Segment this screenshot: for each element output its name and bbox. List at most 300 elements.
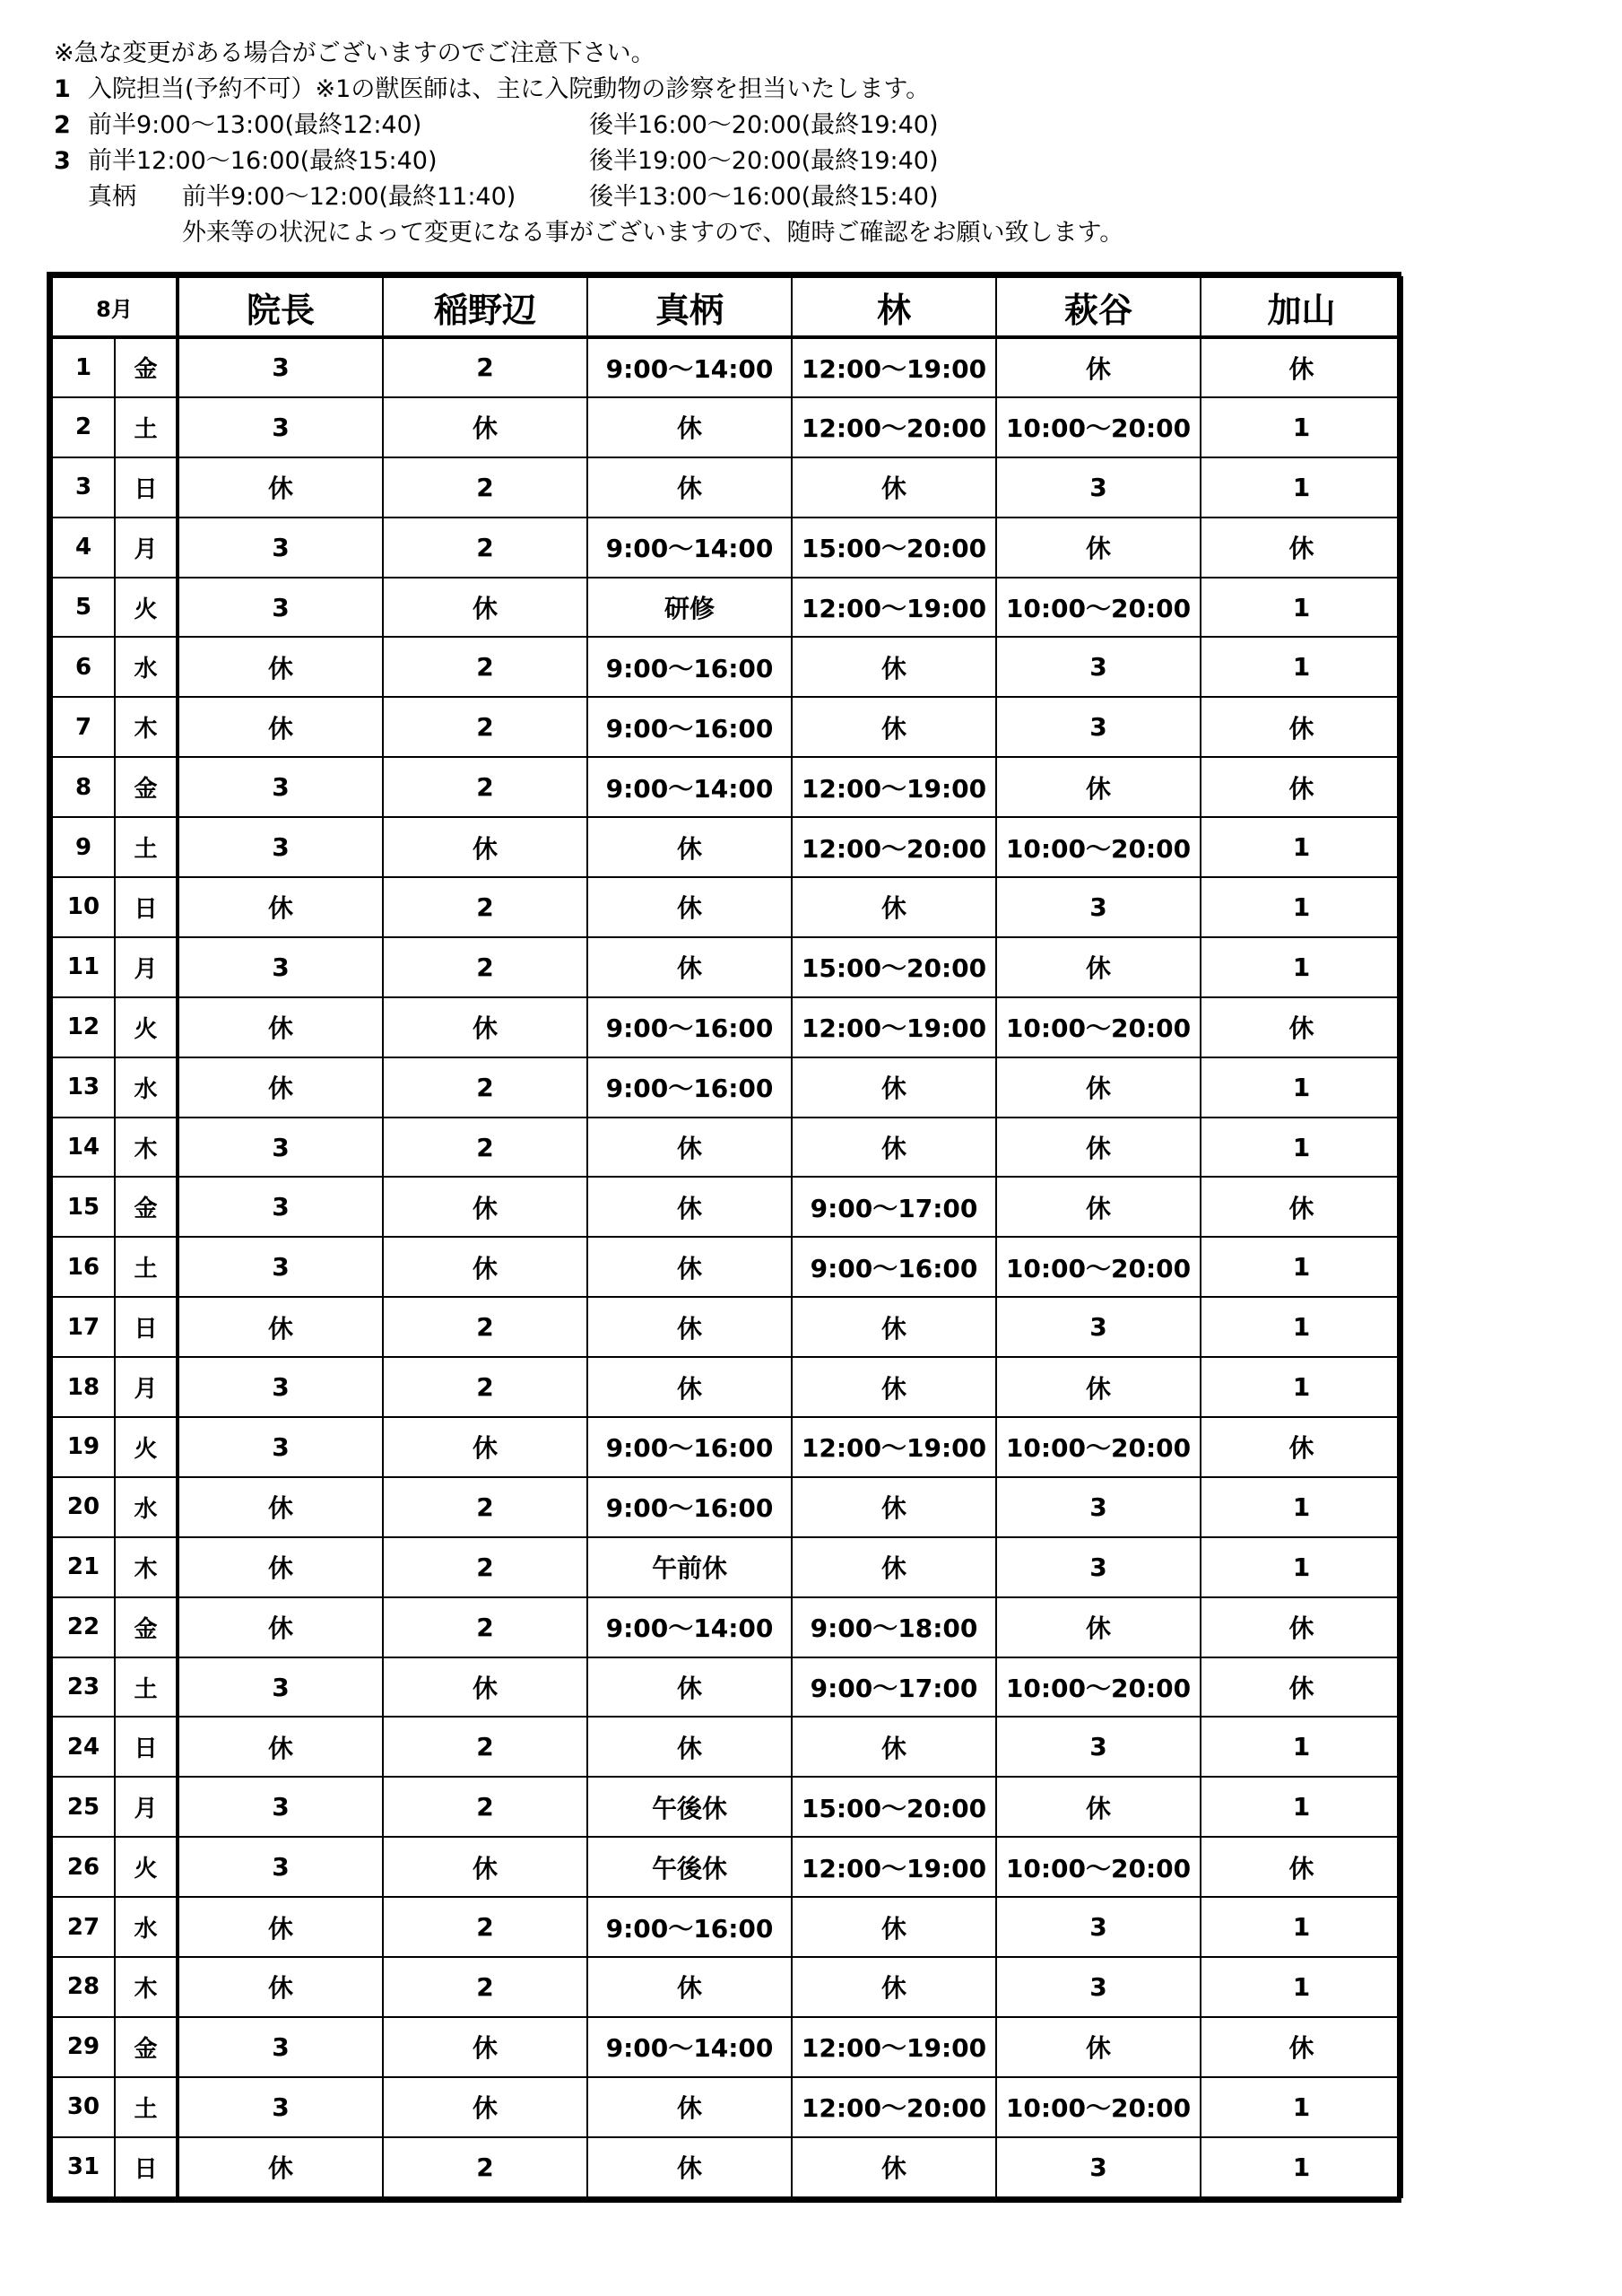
schedule-cell: 休 xyxy=(383,1657,587,1718)
schedule-cell: 12:00～20:00 xyxy=(792,2077,996,2137)
weekday-cell: 木 xyxy=(115,697,178,757)
schedule-cell: 1 xyxy=(1201,397,1402,457)
day-number-cell: 17 xyxy=(52,1297,115,1357)
schedule-cell: 休 xyxy=(383,1417,587,1477)
schedule-cell: 3 xyxy=(178,1177,383,1237)
schedule-cell: 3 xyxy=(178,1657,383,1718)
schedule-cell: 2 xyxy=(383,877,587,937)
schedule-cell: 1 xyxy=(1201,637,1402,697)
table-row xyxy=(52,1477,1402,1537)
schedule-cell: 休 xyxy=(178,1297,383,1357)
schedule-cell: 休 xyxy=(178,2137,383,2197)
schedule-cell: 休 xyxy=(792,457,996,517)
table-row xyxy=(52,697,1402,757)
weekday-cell: 水 xyxy=(115,637,178,697)
schedule-cell: 午前休 xyxy=(587,1537,792,1597)
weekday-cell: 木 xyxy=(115,1957,178,2017)
table-row xyxy=(52,337,1402,397)
month-header: 8月 xyxy=(52,277,178,337)
schedule-cell: 休 xyxy=(1201,337,1402,397)
schedule-cell: 1 xyxy=(1201,1777,1402,1837)
weekday-cell: 木 xyxy=(115,1118,178,1178)
table-row xyxy=(52,1837,1402,1897)
schedule-cell: 休 xyxy=(178,877,383,937)
day-number-cell: 10 xyxy=(52,877,115,937)
schedule-cell: 休 xyxy=(792,697,996,757)
schedule-cell: 休 xyxy=(587,2137,792,2197)
schedule-cell: 2 xyxy=(383,1537,587,1597)
schedule-cell: 休 xyxy=(178,1717,383,1777)
schedule-cell: 9:00～14:00 xyxy=(587,1597,792,1657)
schedule-cell: 休 xyxy=(383,2017,587,2077)
schedule-cell: 9:00～16:00 xyxy=(587,697,792,757)
schedule-cell: 休 xyxy=(178,457,383,517)
schedule-cell: 3 xyxy=(178,817,383,877)
schedule-cell: 1 xyxy=(1201,2137,1402,2197)
day-number-cell: 29 xyxy=(52,2017,115,2077)
schedule-cell: 12:00～19:00 xyxy=(792,578,996,638)
schedule-cell: 1 xyxy=(1201,1357,1402,1417)
schedule-cell: 2 xyxy=(383,517,587,578)
day-number-cell: 28 xyxy=(52,1957,115,2017)
schedule-cell: 9:00～16:00 xyxy=(587,637,792,697)
schedule-cell: 休 xyxy=(1201,1597,1402,1657)
note-line xyxy=(54,36,1399,72)
schedule-cell: 3 xyxy=(996,1717,1201,1777)
schedule-cell: 休 xyxy=(1201,757,1402,817)
schedule-cell: 1 xyxy=(1201,578,1402,638)
schedule-cell: 15:00～20:00 xyxy=(792,1777,996,1837)
table-row xyxy=(52,1777,1402,1837)
table-row xyxy=(52,517,1402,578)
day-number-cell: 11 xyxy=(52,937,115,997)
weekday-cell: 日 xyxy=(115,2137,178,2197)
schedule-cell: 3 xyxy=(178,937,383,997)
day-number-cell: 25 xyxy=(52,1777,115,1837)
schedule-cell: 3 xyxy=(178,1417,383,1477)
schedule-cell: 1 xyxy=(1201,1477,1402,1537)
weekday-cell: 土 xyxy=(115,817,178,877)
schedule-cell: 2 xyxy=(383,637,587,697)
weekday-cell: 金 xyxy=(115,757,178,817)
schedule-cell: 9:00～16:00 xyxy=(587,1477,792,1537)
schedule-cell: 休 xyxy=(1201,2017,1402,2077)
schedule-cell: 3 xyxy=(996,1897,1201,1957)
note-text: 後半13:00～16:00(最終15:40) xyxy=(589,183,939,211)
table-row xyxy=(52,457,1402,517)
schedule-cell: 1 xyxy=(1201,877,1402,937)
schedule-cell: 1 xyxy=(1201,2077,1402,2137)
schedule-cell: 休 xyxy=(996,1777,1201,1837)
column-header-hagiya: 萩谷 xyxy=(996,277,1201,337)
schedule-cell: 休 xyxy=(383,397,587,457)
table-row xyxy=(52,2137,1402,2197)
table-row xyxy=(52,2077,1402,2137)
schedule-cell: 休 xyxy=(996,757,1201,817)
schedule-cell: 10:00～20:00 xyxy=(996,1417,1201,1477)
table-row xyxy=(52,1118,1402,1178)
day-number-cell: 27 xyxy=(52,1897,115,1957)
weekday-cell: 火 xyxy=(115,578,178,638)
schedule-cell: 1 xyxy=(1201,1537,1402,1597)
table-row xyxy=(52,1657,1402,1718)
schedule-cell: 9:00～17:00 xyxy=(792,1177,996,1237)
schedule-cell: 休 xyxy=(792,1717,996,1777)
schedule-cell: 休 xyxy=(383,817,587,877)
schedule-cell: 休 xyxy=(178,1477,383,1537)
schedule-cell: 2 xyxy=(383,457,587,517)
note-line xyxy=(54,179,1399,215)
schedule-cell: 12:00～19:00 xyxy=(792,2017,996,2077)
table-row xyxy=(52,1717,1402,1777)
schedule-cell: 15:00～20:00 xyxy=(792,517,996,578)
weekday-cell: 金 xyxy=(115,337,178,397)
note-warning: ※急な変更がある場合がございますのでご注意下さい。 xyxy=(54,39,655,67)
schedule-cell: 9:00～16:00 xyxy=(587,1057,792,1118)
schedule-cell: 休 xyxy=(996,1177,1201,1237)
day-number-cell: 5 xyxy=(52,578,115,638)
schedule-cell: 休 xyxy=(587,2077,792,2137)
schedule-cell: 3 xyxy=(178,1777,383,1837)
schedule-cell: 1 xyxy=(1201,937,1402,997)
schedule-cell: 3 xyxy=(996,1477,1201,1537)
schedule-cell: 休 xyxy=(792,1057,996,1118)
schedule-cell: 2 xyxy=(383,2137,587,2197)
schedule-cell: 10:00～20:00 xyxy=(996,1837,1201,1897)
schedule-cell: 9:00～16:00 xyxy=(587,1417,792,1477)
table-row xyxy=(52,1597,1402,1657)
day-number-cell: 26 xyxy=(52,1837,115,1897)
schedule-cell: 2 xyxy=(383,757,587,817)
day-number-cell: 30 xyxy=(52,2077,115,2137)
schedule-table-wrapper xyxy=(47,272,1401,2203)
schedule-cell: 10:00～20:00 xyxy=(996,2077,1201,2137)
weekday-cell: 金 xyxy=(115,1597,178,1657)
schedule-cell: 休 xyxy=(178,1057,383,1118)
schedule-cell: 休 xyxy=(383,578,587,638)
table-row xyxy=(52,1057,1402,1118)
schedule-cell: 休 xyxy=(587,1657,792,1718)
schedule-cell: 9:00～16:00 xyxy=(587,997,792,1057)
day-number-cell: 18 xyxy=(52,1357,115,1417)
weekday-cell: 月 xyxy=(115,937,178,997)
note-number: 1 xyxy=(54,75,71,103)
schedule-cell: 3 xyxy=(996,637,1201,697)
schedule-cell: 3 xyxy=(178,1837,383,1897)
weekday-cell: 火 xyxy=(115,1837,178,1897)
day-number-cell: 24 xyxy=(52,1717,115,1777)
schedule-notes xyxy=(54,36,1399,251)
schedule-cell: 休 xyxy=(587,1957,792,2017)
note-line xyxy=(54,215,1399,251)
schedule-cell: 休 xyxy=(792,1897,996,1957)
note-name: 真柄 xyxy=(88,183,136,211)
schedule-cell: 2 xyxy=(383,337,587,397)
table-row xyxy=(52,1237,1402,1297)
schedule-cell: 2 xyxy=(383,1477,587,1537)
schedule-cell: 休 xyxy=(587,877,792,937)
schedule-cell: 1 xyxy=(1201,1057,1402,1118)
schedule-cell: 3 xyxy=(178,337,383,397)
day-number-cell: 12 xyxy=(52,997,115,1057)
day-number-cell: 19 xyxy=(52,1417,115,1477)
schedule-cell: 2 xyxy=(383,1357,587,1417)
schedule-cell: 2 xyxy=(383,1118,587,1178)
schedule-cell: 休 xyxy=(792,2137,996,2197)
table-row xyxy=(52,757,1402,817)
note-text: 後半19:00～20:00(最終19:40) xyxy=(589,147,939,175)
column-header-director: 院長 xyxy=(178,277,383,337)
schedule-cell: 9:00～14:00 xyxy=(587,2017,792,2077)
schedule-cell: 休 xyxy=(587,937,792,997)
schedule-cell: 3 xyxy=(996,1537,1201,1597)
table-row xyxy=(52,1537,1402,1597)
schedule-cell: 1 xyxy=(1201,1297,1402,1357)
schedule-cell: 休 xyxy=(587,1297,792,1357)
schedule-cell: 3 xyxy=(996,1957,1201,2017)
schedule-cell: 1 xyxy=(1201,817,1402,877)
schedule-cell: 9:00～16:00 xyxy=(587,1897,792,1957)
table-header-row xyxy=(52,277,1402,337)
schedule-cell: 2 xyxy=(383,1777,587,1837)
schedule-cell: 休 xyxy=(178,997,383,1057)
weekday-cell: 火 xyxy=(115,1417,178,1477)
day-number-cell: 20 xyxy=(52,1477,115,1537)
schedule-cell: 休 xyxy=(383,997,587,1057)
schedule-cell: 15:00～20:00 xyxy=(792,937,996,997)
schedule-cell: 休 xyxy=(792,637,996,697)
schedule-cell: 10:00～20:00 xyxy=(996,817,1201,877)
schedule-cell: 休 xyxy=(587,397,792,457)
schedule-cell: 2 xyxy=(383,1897,587,1957)
table-row xyxy=(52,1897,1402,1957)
schedule-cell: 休 xyxy=(1201,1837,1402,1897)
table-row xyxy=(52,1417,1402,1477)
schedule-cell: 2 xyxy=(383,1297,587,1357)
weekday-cell: 月 xyxy=(115,1777,178,1837)
table-row xyxy=(52,637,1402,697)
column-header-inanobe: 稲野辺 xyxy=(383,277,587,337)
schedule-cell: 10:00～20:00 xyxy=(996,997,1201,1057)
schedule-cell: 休 xyxy=(587,1118,792,1178)
schedule-table xyxy=(51,276,1403,2198)
weekday-cell: 日 xyxy=(115,1297,178,1357)
schedule-cell: 1 xyxy=(1201,1237,1402,1297)
schedule-cell: 午後休 xyxy=(587,1837,792,1897)
schedule-cell: 休 xyxy=(178,1957,383,2017)
weekday-cell: 木 xyxy=(115,1537,178,1597)
day-number-cell: 4 xyxy=(52,517,115,578)
note-number: 2 xyxy=(54,111,71,139)
schedule-cell: 休 xyxy=(383,1237,587,1297)
schedule-cell: 3 xyxy=(996,697,1201,757)
schedule-cell: 休 xyxy=(383,1177,587,1237)
schedule-cell: 3 xyxy=(178,1357,383,1417)
schedule-cell: 休 xyxy=(996,937,1201,997)
schedule-cell: 休 xyxy=(792,1118,996,1178)
schedule-cell: 休 xyxy=(792,1357,996,1417)
schedule-cell: 3 xyxy=(996,2137,1201,2197)
schedule-cell: 2 xyxy=(383,1597,587,1657)
schedule-cell: 3 xyxy=(178,397,383,457)
note-text: 後半16:00～20:00(最終19:40) xyxy=(589,111,939,139)
schedule-cell: 休 xyxy=(792,1957,996,2017)
schedule-cell: 休 xyxy=(792,1477,996,1537)
day-number-cell: 31 xyxy=(52,2137,115,2197)
weekday-cell: 月 xyxy=(115,517,178,578)
schedule-cell: 10:00～20:00 xyxy=(996,397,1201,457)
schedule-cell: 3 xyxy=(178,1237,383,1297)
table-body xyxy=(52,337,1402,2197)
schedule-cell: 12:00～19:00 xyxy=(792,997,996,1057)
schedule-cell: 休 xyxy=(178,1537,383,1597)
schedule-cell: 12:00～20:00 xyxy=(792,397,996,457)
table-row xyxy=(52,1177,1402,1237)
note-line xyxy=(54,144,1399,179)
schedule-cell: 休 xyxy=(996,1357,1201,1417)
schedule-cell: 1 xyxy=(1201,1897,1402,1957)
schedule-cell: 休 xyxy=(1201,997,1402,1057)
day-number-cell: 16 xyxy=(52,1237,115,1297)
weekday-cell: 金 xyxy=(115,2017,178,2077)
schedule-cell: 2 xyxy=(383,1717,587,1777)
schedule-cell: 3 xyxy=(178,757,383,817)
schedule-cell: 休 xyxy=(1201,1657,1402,1718)
weekday-cell: 日 xyxy=(115,1717,178,1777)
schedule-cell: 10:00～20:00 xyxy=(996,1657,1201,1718)
day-number-cell: 1 xyxy=(52,337,115,397)
schedule-cell: 休 xyxy=(587,1717,792,1777)
schedule-cell: 2 xyxy=(383,697,587,757)
schedule-cell: 休 xyxy=(178,637,383,697)
schedule-cell: 2 xyxy=(383,1057,587,1118)
day-number-cell: 2 xyxy=(52,397,115,457)
note-text: 外来等の状況によって変更になる事がございますので、随時ご確認をお願い致します。 xyxy=(182,219,1124,247)
schedule-cell: 3 xyxy=(178,2077,383,2137)
weekday-cell: 土 xyxy=(115,1237,178,1297)
column-header-magara: 真柄 xyxy=(587,277,792,337)
schedule-cell: 休 xyxy=(996,1057,1201,1118)
schedule-cell: 3 xyxy=(996,457,1201,517)
table-row xyxy=(52,817,1402,877)
schedule-cell: 休 xyxy=(792,1537,996,1597)
schedule-cell: 休 xyxy=(1201,1177,1402,1237)
note-text: 前半9:00～12:00(最終11:40) xyxy=(182,183,516,211)
day-number-cell: 22 xyxy=(52,1597,115,1657)
note-text: 前半9:00～13:00(最終12:40) xyxy=(88,111,422,139)
table-row xyxy=(52,997,1402,1057)
schedule-cell: 3 xyxy=(996,877,1201,937)
schedule-cell: 休 xyxy=(996,2017,1201,2077)
day-number-cell: 9 xyxy=(52,817,115,877)
note-number: 3 xyxy=(54,147,71,175)
schedule-cell: 3 xyxy=(178,2017,383,2077)
schedule-cell: 休 xyxy=(178,1597,383,1657)
schedule-cell: 12:00～19:00 xyxy=(792,1417,996,1477)
weekday-cell: 日 xyxy=(115,877,178,937)
day-number-cell: 8 xyxy=(52,757,115,817)
schedule-cell: 休 xyxy=(996,337,1201,397)
schedule-cell: 12:00～20:00 xyxy=(792,817,996,877)
schedule-cell: 12:00～19:00 xyxy=(792,1837,996,1897)
schedule-cell: 9:00～16:00 xyxy=(792,1237,996,1297)
note-line xyxy=(54,72,1399,108)
schedule-cell: 9:00～14:00 xyxy=(587,757,792,817)
day-number-cell: 21 xyxy=(52,1537,115,1597)
schedule-cell: 12:00～19:00 xyxy=(792,757,996,817)
weekday-cell: 水 xyxy=(115,1057,178,1118)
schedule-cell: 9:00～18:00 xyxy=(792,1597,996,1657)
weekday-cell: 日 xyxy=(115,457,178,517)
schedule-cell: 9:00～17:00 xyxy=(792,1657,996,1718)
schedule-cell: 1 xyxy=(1201,457,1402,517)
day-number-cell: 23 xyxy=(52,1657,115,1718)
schedule-cell: 休 xyxy=(1201,517,1402,578)
table-row xyxy=(52,937,1402,997)
schedule-cell: 研修 xyxy=(587,578,792,638)
schedule-cell: 休 xyxy=(383,2077,587,2137)
schedule-cell: 2 xyxy=(383,1957,587,2017)
day-number-cell: 7 xyxy=(52,697,115,757)
schedule-cell: 3 xyxy=(178,1118,383,1178)
schedule-cell: 休 xyxy=(383,1837,587,1897)
day-number-cell: 13 xyxy=(52,1057,115,1118)
column-header-kayama: 加山 xyxy=(1201,277,1402,337)
schedule-cell: 1 xyxy=(1201,1957,1402,2017)
schedule-cell: 3 xyxy=(996,1297,1201,1357)
schedule-cell: 休 xyxy=(587,457,792,517)
schedule-cell: 休 xyxy=(1201,697,1402,757)
schedule-cell: 10:00～20:00 xyxy=(996,578,1201,638)
note-text: 前半12:00～16:00(最終15:40) xyxy=(88,147,438,175)
schedule-cell: 休 xyxy=(996,517,1201,578)
weekday-cell: 土 xyxy=(115,2077,178,2137)
schedule-cell: 休 xyxy=(178,1897,383,1957)
schedule-cell: 休 xyxy=(792,877,996,937)
day-number-cell: 6 xyxy=(52,637,115,697)
schedule-cell: 休 xyxy=(996,1597,1201,1657)
schedule-cell: 休 xyxy=(587,1177,792,1237)
schedule-cell: 1 xyxy=(1201,1717,1402,1777)
table-row xyxy=(52,2017,1402,2077)
weekday-cell: 土 xyxy=(115,1657,178,1718)
table-row xyxy=(52,877,1402,937)
schedule-cell: 休 xyxy=(996,1118,1201,1178)
schedule-cell: 12:00～19:00 xyxy=(792,337,996,397)
table-row xyxy=(52,578,1402,638)
weekday-cell: 月 xyxy=(115,1357,178,1417)
table-row xyxy=(52,1297,1402,1357)
weekday-cell: 水 xyxy=(115,1477,178,1537)
schedule-cell: 9:00～14:00 xyxy=(587,517,792,578)
day-number-cell: 3 xyxy=(52,457,115,517)
schedule-cell: 休 xyxy=(587,1237,792,1297)
weekday-cell: 火 xyxy=(115,997,178,1057)
note-text: 入院担当(予約不可）※1の獣医師は、主に入院動物の診察を担当いたします。 xyxy=(88,75,931,103)
column-header-hayashi: 林 xyxy=(792,277,996,337)
schedule-cell: 休 xyxy=(792,1297,996,1357)
schedule-cell: 休 xyxy=(587,1357,792,1417)
day-number-cell: 14 xyxy=(52,1118,115,1178)
table-row xyxy=(52,1357,1402,1417)
schedule-cell: 休 xyxy=(1201,1417,1402,1477)
note-line xyxy=(54,108,1399,144)
schedule-cell: 1 xyxy=(1201,1118,1402,1178)
schedule-cell: 午後休 xyxy=(587,1777,792,1837)
schedule-cell: 9:00～14:00 xyxy=(587,337,792,397)
weekday-cell: 水 xyxy=(115,1897,178,1957)
schedule-cell: 3 xyxy=(178,517,383,578)
